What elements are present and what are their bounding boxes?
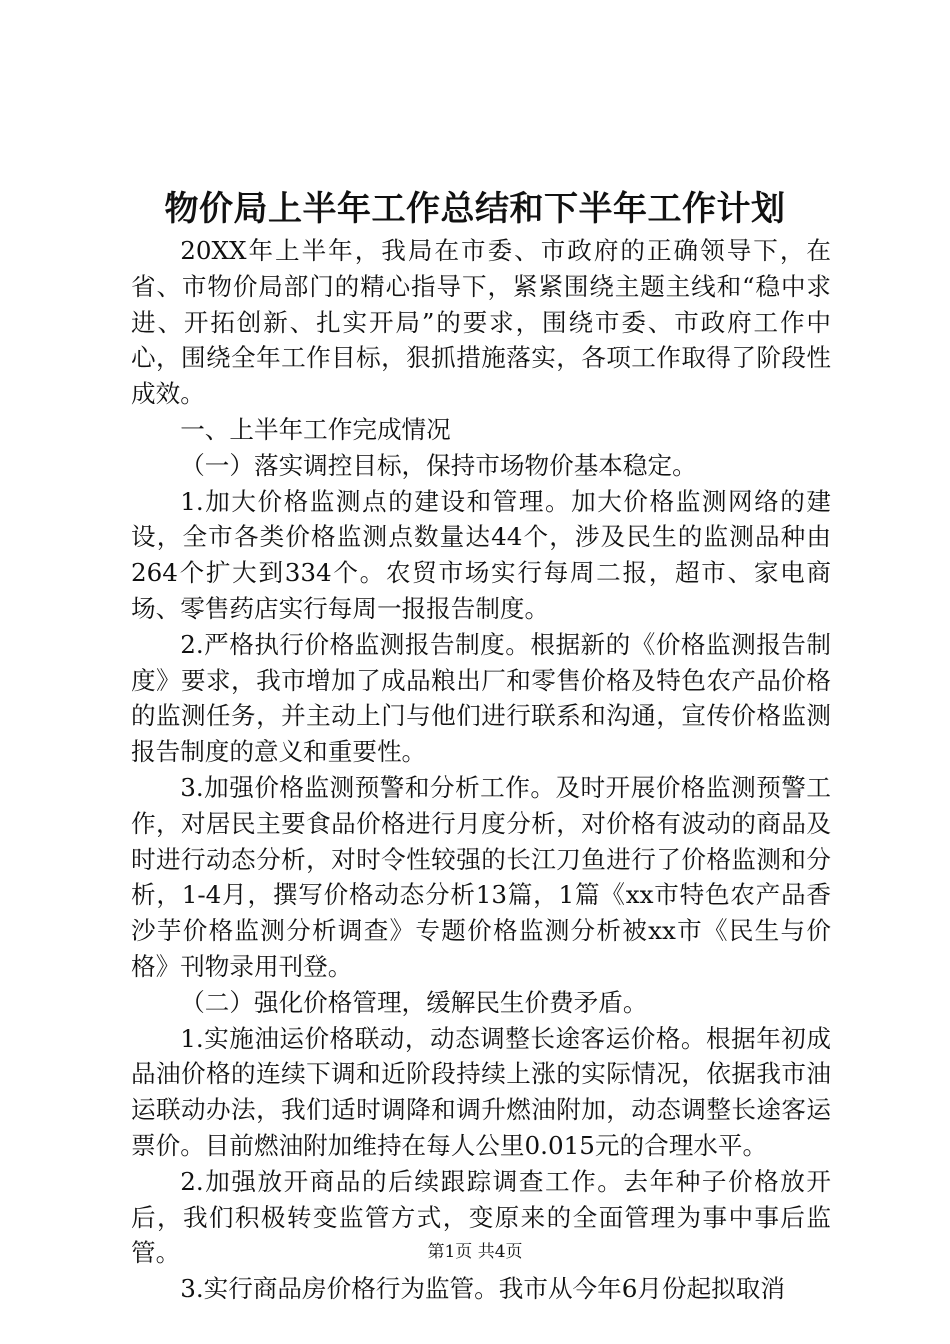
paragraph-item: 2.严格执行价格监测报告制度。根据新的《价格监测报告制度》要求，我市增加了成品粮出厂和零售价格及特色农产品价格的监测任务，并主动上门与他们进行联系和沟通，宣传价格监测报告制度的意义和重要性。 xyxy=(131,629,831,767)
paragraph-item: 3.实行商品房价格行为监管。我市从今年6月份起拟取消 xyxy=(180,1274,785,1304)
paragraph-item: 1.加大价格监测点的建设和管理。加大价格监测网络的建设，全市各类价格监测点数量达44个，涉及民生的监测品种由264个扩大到334个。农贸市场实行每周二报，超市、家电商场、零售药店实行每周一报报告制度。 xyxy=(131,486,831,623)
paragraph-item: 3.加强价格监测预警和分析工作。及时开展价格监测预警工作，对居民主要食品价格进行月度分析，对价格有波动的商品及时进行动态分析，对时令性较强的长江刀鱼进行了价格监测和分析，1-4月，撰写价格动态分析13篇，1篇《xx市特色农产品香沙芋价格监测分析调查》专题价格监测分析被xx市《民生与价格》刊物录用刊登。 xyxy=(131,772,831,981)
paragraph-item: 1.实施油运价格联动，动态调整长途客运价格。根据年初成品油价格的连续下调和近阶段持续上涨的实际情况，依据我市油运联动办法，我们适时调降和调升燃油附加，动态调整长途客运票价。目前燃油附加维持在每人公里0.015元的合理水平。 xyxy=(131,1023,831,1160)
document-body xyxy=(131,233,831,1307)
heading-subsection-2: （二）强化价格管理，缓解民生价费矛盾。 xyxy=(180,987,648,1017)
paragraph-item: 2.加强放开商品的后续跟踪调查工作。去年种子价格放开后，我们积极转变监管方式，变原来的全面管理为事中事后监管。 xyxy=(131,1166,831,1268)
document-title: 物价局上半年工作总结和下半年工作计划 xyxy=(164,189,786,229)
paragraph-intro: 20XX年上半年，我局在市委、市政府的正确领导下，在省、市物价局部门的精心指导下，紧紧围绕主题主线和“稳中求进、开拓创新、扎实开局”的要求，围绕市委、市政府工作中心，围绕全年工作目标，狠抓措施落实，各项工作取得了阶段性成效。 xyxy=(131,236,831,409)
heading-section-1: 一、上半年工作完成情况 xyxy=(180,414,451,444)
page-number-footer: 第1页 共4页 xyxy=(427,1242,523,1262)
heading-subsection-1: （一）落实调控目标，保持市场物价基本稳定。 xyxy=(180,450,697,480)
